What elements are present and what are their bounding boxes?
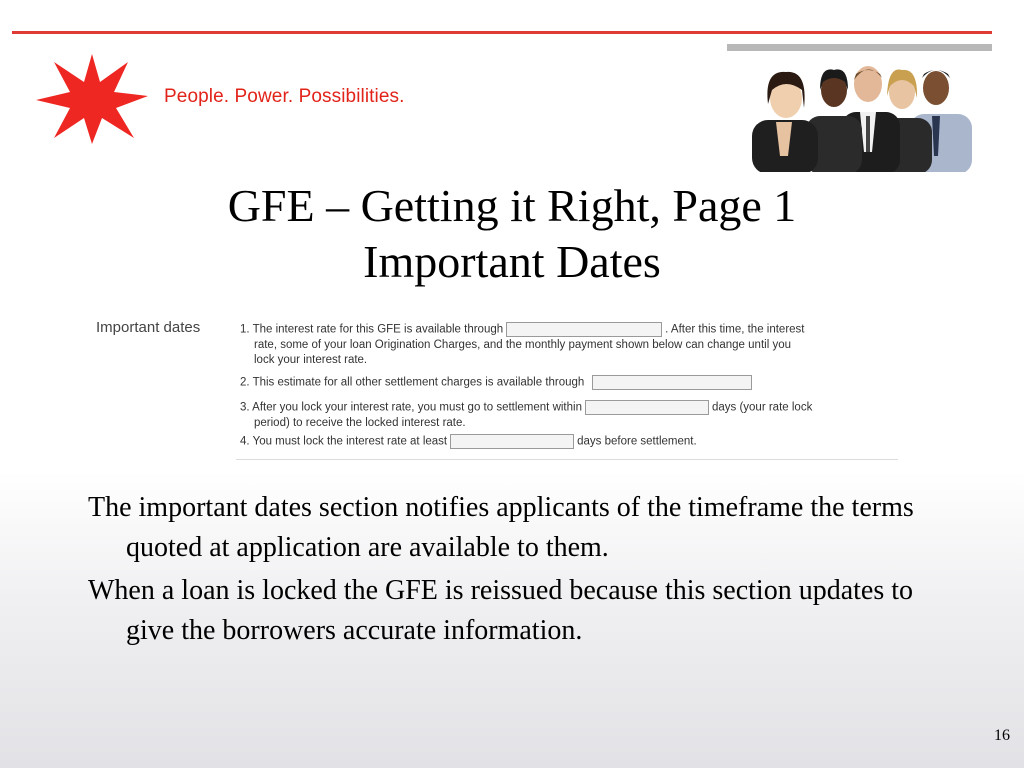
body-text (88, 488, 948, 654)
tagline: People. Power. Possibilities. (164, 86, 405, 107)
top-gray-bar (727, 44, 992, 51)
item1-line-3: lock your interest rate. (254, 353, 368, 366)
form-item-3 (240, 400, 812, 431)
item3-text: 3. After you lock your interest rate, you must go to settlement within (240, 401, 582, 414)
item3-line-2: period) to receive the locked interest rate. (254, 416, 466, 429)
slide-title (0, 178, 1024, 290)
item4-text-after: days before settlement. (577, 435, 697, 448)
body-paragraph-2: When a loan is locked the GFE is reissued because this section updates to give the borrowers accurate information. (88, 575, 914, 646)
item1-text-after: . After this time, the interest (665, 323, 805, 336)
item1-line-2: rate, some of your loan Origination Charges, and the monthly payment shown below can change until you (254, 338, 791, 351)
item4-text: 4. You must lock the interest rate at least (240, 435, 448, 448)
important-dates-form-image (84, 312, 904, 462)
item1-text: 1. The interest rate for this GFE is available through (240, 323, 504, 336)
form-section-label: Important dates (96, 319, 201, 336)
top-red-rule (12, 31, 992, 34)
title-line-2: Important Dates (363, 236, 661, 287)
body-paragraph-1: The important dates section notifies applicants of the timeframe the terms quoted at application are available to them. (88, 492, 914, 563)
lock-period-days-field[interactable] (585, 400, 709, 415)
form-item-1 (240, 322, 805, 368)
starburst-icon (34, 52, 150, 146)
item3-text-after: days (your rate lock (711, 401, 813, 414)
form-item-4 (240, 434, 697, 450)
item2-text: 2. This estimate for all other settlement charges is available through (240, 376, 585, 389)
settlement-charges-date-field[interactable] (592, 375, 752, 390)
rate-available-date-field[interactable] (506, 322, 662, 337)
page-number: 16 (994, 727, 1010, 744)
people-photo (742, 56, 974, 172)
form-item-2 (240, 375, 755, 391)
lock-days-before-field[interactable] (450, 434, 574, 449)
form-bottom-rule (236, 459, 898, 460)
title-line-1: GFE – Getting it Right, Page 1 (227, 180, 797, 231)
